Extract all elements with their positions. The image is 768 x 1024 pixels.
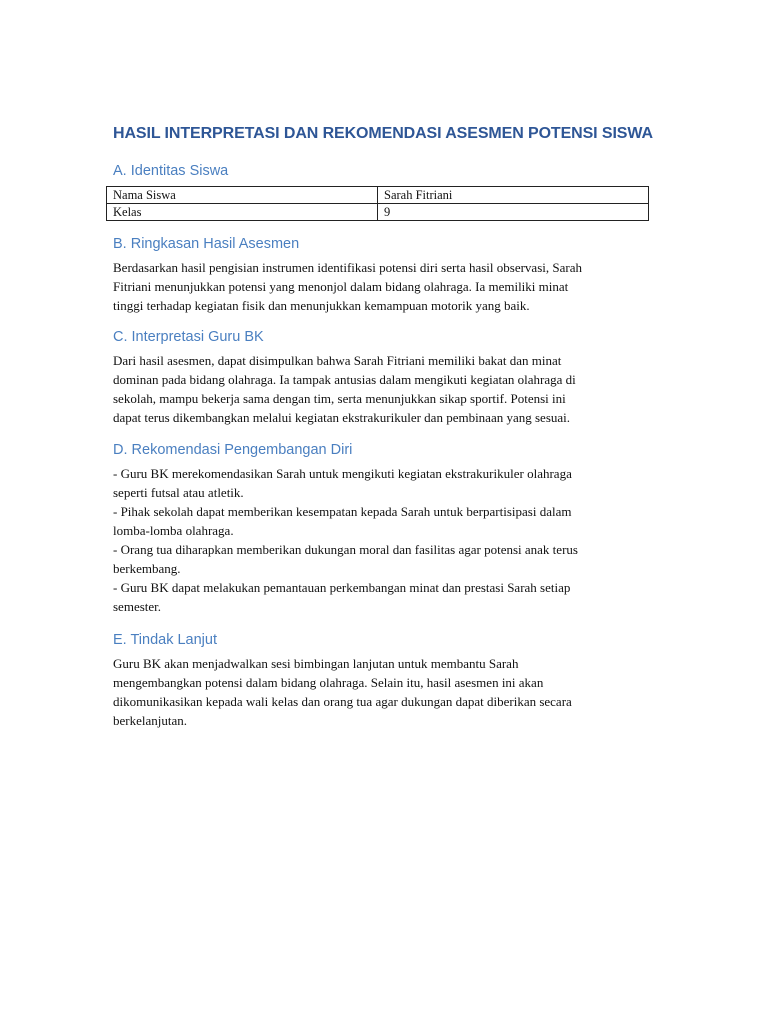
- section-heading-interpretation: C. Interpretasi Guru BK: [113, 329, 264, 345]
- recommendations-list: [113, 464, 653, 616]
- text-line: - Guru BK dapat melakukan pemantauan perkembangan minat dan prestasi Sarah setiap: [113, 580, 571, 595]
- text-line: semester.: [113, 599, 162, 614]
- text-line: dominan pada bidang olahraga. Ia tampak antusias dalam mengikuti kegiatan olahraga di: [113, 372, 576, 387]
- text-line: Fitriani menunjukkan potensi yang menonjol dalam bidang olahraga. Ia memiliki minat: [113, 279, 569, 294]
- section-heading-identity: A. Identitas Siswa: [113, 163, 229, 179]
- text-line: - Guru BK merekomendasikan Sarah untuk mengikuti kegiatan ekstrakurikuler olahraga: [113, 466, 572, 481]
- text-line: mengembangkan potensi dalam bidang olahraga. Selain itu, hasil asesmen ini akan: [113, 675, 544, 690]
- text-line: seperti futsal atau atletik.: [113, 485, 244, 500]
- text-line: dikomunikasikan kepada wali kelas dan orang tua agar dukungan dapat diberikan secara: [113, 694, 572, 709]
- text-line: berkembang.: [113, 561, 181, 576]
- identity-table: [106, 186, 649, 221]
- table-cell-label: Nama Siswa: [107, 187, 378, 204]
- summary-paragraph: [113, 258, 653, 315]
- table-row: [107, 204, 649, 221]
- interpretation-paragraph: [113, 351, 653, 427]
- text-line: Guru BK akan menjadwalkan sesi bimbingan lanjutan untuk membantu Sarah: [113, 656, 519, 671]
- table-cell-value: 9: [378, 204, 649, 221]
- text-line: lomba-lomba olahraga.: [113, 523, 234, 538]
- text-line: Berdasarkan hasil pengisian instrumen identifikasi potensi diri serta hasil observasi, Sarah: [113, 260, 582, 275]
- text-line: Dari hasil asesmen, dapat disimpulkan bahwa Sarah Fitriani memiliki bakat dan minat: [113, 353, 562, 368]
- text-line: berkelanjutan.: [113, 713, 187, 728]
- document-title: HASIL INTERPRETASI DAN REKOMENDASI ASESMEN POTENSI SISWA: [113, 125, 653, 142]
- text-line: dapat terus dikembangkan melalui kegiatan ekstrakurikuler dan pembinaan yang sesuai.: [113, 410, 571, 425]
- table-cell-label: Kelas: [107, 204, 378, 221]
- text-line: - Pihak sekolah dapat memberikan kesempatan kepada Sarah untuk berpartisipasi dalam: [113, 504, 572, 519]
- section-heading-summary: B. Ringkasan Hasil Asesmen: [113, 236, 300, 252]
- text-line: tinggi terhadap kegiatan fisik dan menunjukkan kemampuan motorik yang baik.: [113, 298, 530, 313]
- table-row: [107, 187, 649, 204]
- table-cell-value: Sarah Fitriani: [378, 187, 649, 204]
- text-line: - Orang tua diharapkan memberikan dukungan moral dan fasilitas agar potensi anak terus: [113, 542, 578, 557]
- section-heading-followup: E. Tindak Lanjut: [113, 632, 217, 648]
- text-line: sekolah, mampu bekerja sama dengan tim, serta menunjukkan sikap sportif. Potensi ini: [113, 391, 566, 406]
- section-heading-recommendations: D. Rekomendasi Pengembangan Diri: [113, 442, 353, 458]
- followup-paragraph: [113, 654, 653, 730]
